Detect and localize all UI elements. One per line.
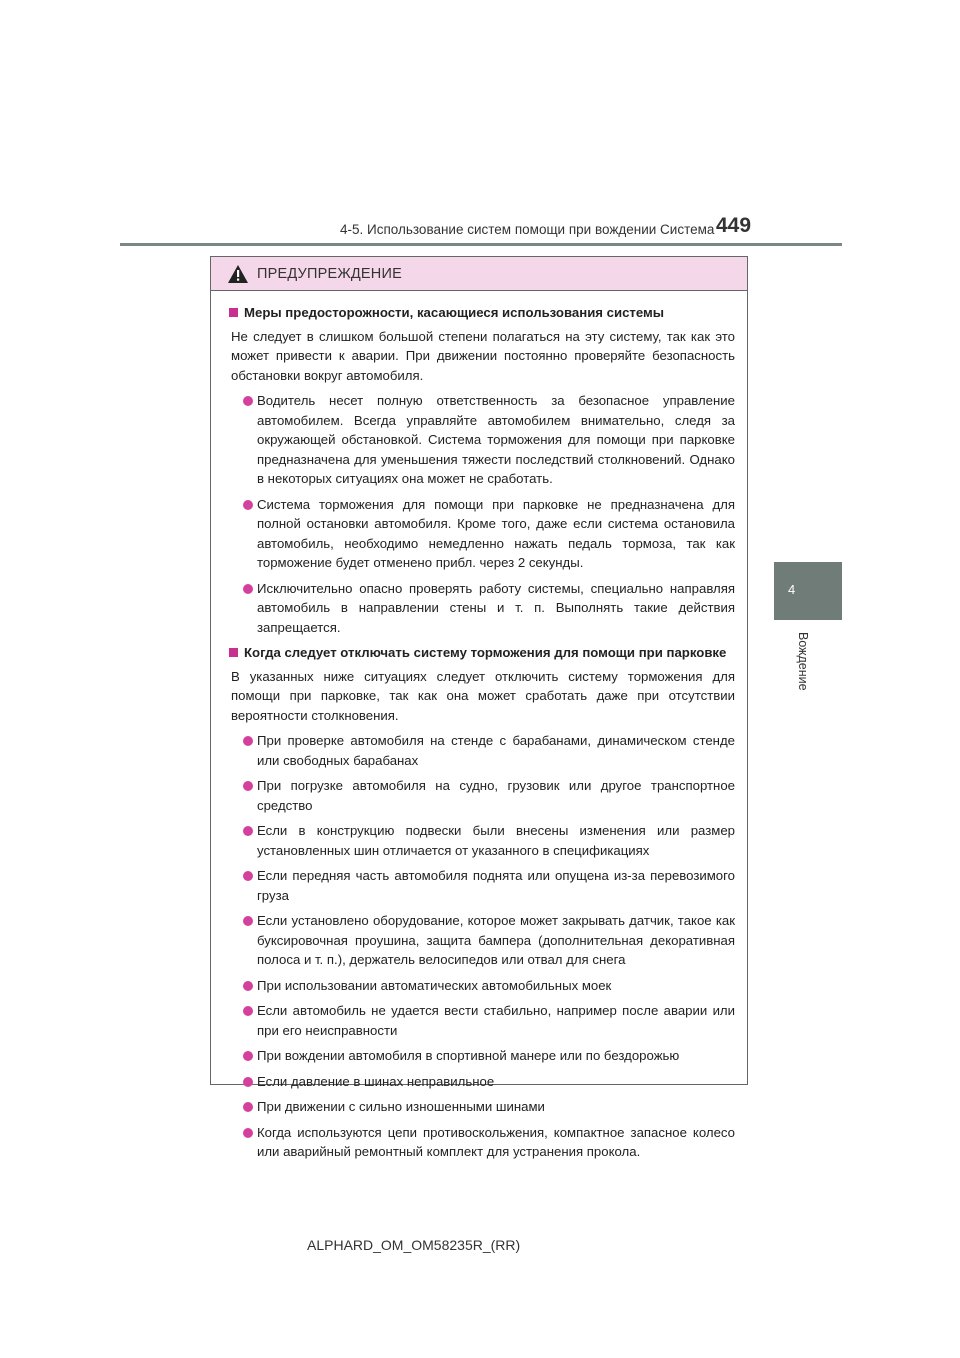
list-item: Если установлено оборудование, которое может закрывать датчик, такое как буксировочная проушина, защита бампера (дополнительная декоративная полоса и т. п.), держатель велосипедов или отвал для снега	[243, 911, 735, 970]
warning-header	[211, 257, 747, 291]
bullet-dot-icon	[243, 781, 253, 791]
warning-title: ПРЕДУПРЕЖДЕНИЕ	[257, 265, 402, 282]
chapter-number: 4	[788, 582, 796, 597]
square-bullet-icon	[229, 308, 238, 317]
bullet-dot-icon	[243, 826, 253, 836]
bullet-dot-icon	[243, 916, 253, 926]
square-bullet-icon	[229, 648, 238, 657]
page-number: 449	[716, 214, 752, 237]
bullet-dot-icon	[243, 500, 253, 510]
bullet-dot-icon	[243, 396, 253, 406]
bullet-dot-icon	[243, 1077, 253, 1087]
bullet-dot-icon	[243, 1006, 253, 1016]
list-item: При вождении автомобиля в спортивной манере или по бездорожью	[243, 1046, 735, 1066]
section-title: Когда следует отключать систему торможения для помощи при парковке	[229, 643, 741, 663]
list-item: При движении с сильно изношенными шинами	[243, 1097, 735, 1117]
bullet-dot-icon	[243, 1051, 253, 1061]
list-item: Если давление в шинах неправильное	[243, 1072, 735, 1092]
warning-triangle-icon	[227, 264, 249, 284]
list-item: Исключительно опасно проверять работу системы, специально направляя автомобиль в направлении стены и т. п. Выполнять такие действия запрещается.	[243, 579, 735, 638]
section-intro: Не следует в слишком большой степени полагаться на эту систему, так как это может привести к аварии. При движении постоянно проверяйте безопасность обстановки вокруг автомобиля.	[231, 328, 735, 383]
warning-body	[211, 291, 747, 1162]
list-item: Если в конструкцию подвески были внесены изменения или размер установленных шин отличается от указанного в спецификациях	[243, 821, 735, 860]
bullet-dot-icon	[243, 1128, 253, 1138]
document-code: ALPHARD_OM_OM58235R_(RR)	[307, 1237, 521, 1253]
list-item: Если передняя часть автомобиля поднята или опущена из-за перевозимого груза	[243, 866, 735, 905]
section-title: Меры предосторожности, касающиеся использования системы	[229, 303, 741, 323]
chapter-tab	[774, 562, 842, 620]
bullet-dot-icon	[243, 981, 253, 991]
list-item: Система торможения для помощи при парковке не предназначена для полной остановки автомобиля. Кроме того, даже если система остановила автомобиль, необходимо немедленно нажать педаль тормоза, так как торможение будет отменено прибл. через 2 секунды.	[243, 495, 735, 573]
list-item: При проверке автомобиля на стенде с барабанами, динамическом стенде или свободных барабанах	[243, 731, 735, 770]
list-item: При погрузке автомобиля на судно, грузовик или другое транспортное средство	[243, 776, 735, 815]
section-intro: В указанных ниже ситуациях следует отключить систему торможения для помощи при парковке, так как она может сработать даже при отсутствии вероятности столкновения.	[231, 668, 735, 723]
bullet-dot-icon	[243, 736, 253, 746]
bullet-dot-icon	[243, 871, 253, 881]
list-item: Если автомобиль не удается вести стабильно, например после аварии или при его неисправности	[243, 1001, 735, 1040]
list-item: При использовании автоматических автомобильных моек	[243, 976, 735, 996]
list-item: Когда используются цепи противоскольжения, компактное запасное колесо или аварийный ремонтный комплект для устранения прокола.	[243, 1123, 735, 1162]
bullet-dot-icon	[243, 1102, 253, 1112]
list-item: Водитель несет полную ответственность за безопасное управление автомобилем. Всегда управляйте автомобилем внимательно, следя за окружающей обстановкой. Система торможения для помощи при парковке предназначена для уменьшения тяжести последствий столкновений. Однако в некоторых ситуациях она может не сработать.	[243, 391, 735, 489]
chapter-label: Вождение	[796, 632, 810, 691]
header-divider	[120, 243, 842, 246]
bullet-dot-icon	[243, 584, 253, 594]
header-section-title: 4-5. Использование систем помощи при вождении Система	[340, 222, 715, 237]
warning-box	[210, 256, 748, 1159]
